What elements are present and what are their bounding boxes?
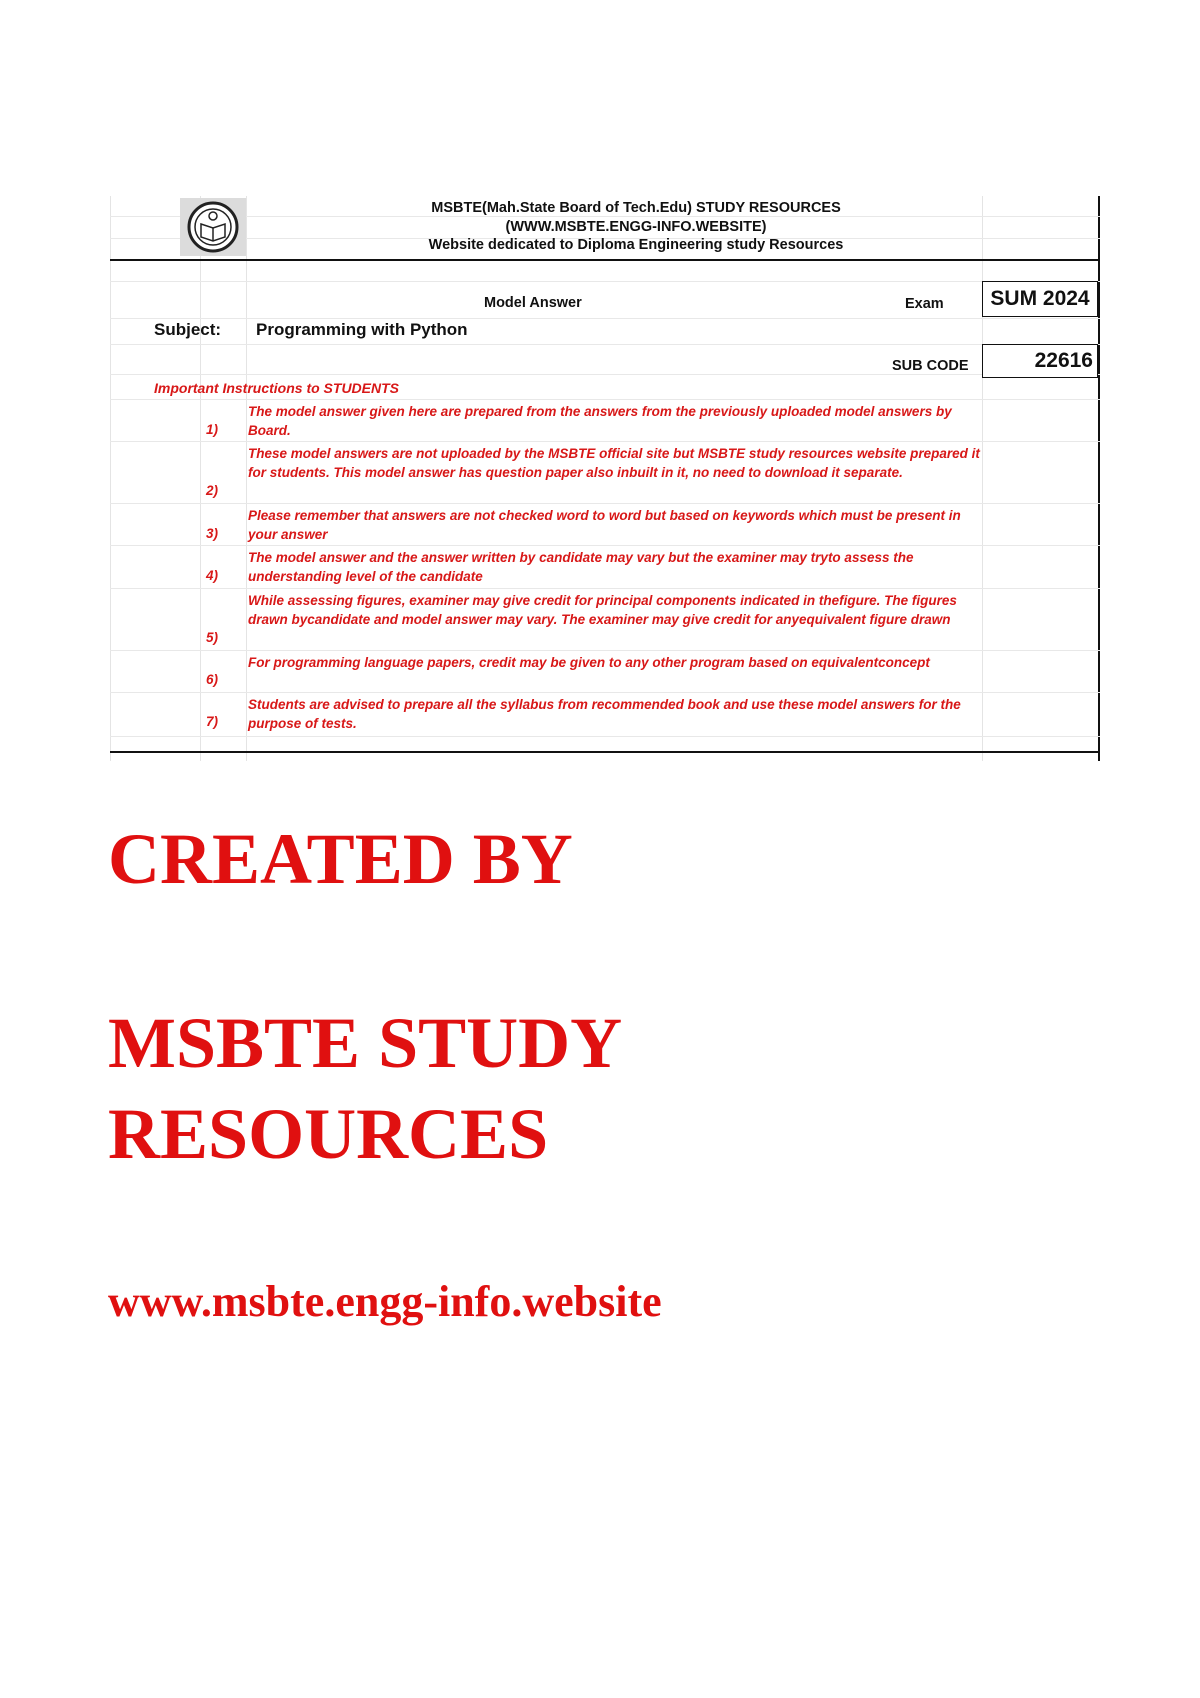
instruction-number: 1) (205, 422, 218, 437)
header-line-3: Website dedicated to Diploma Engineering study Resources (428, 237, 844, 253)
instruction-number: 6) (205, 672, 218, 687)
subcode-value (982, 344, 1098, 378)
subcode-number: 22616 (1034, 349, 1093, 372)
msbte-logo-icon (180, 198, 246, 256)
instruction-number: 4) (205, 568, 218, 583)
instruction-text: These model answers are not uploaded by the MSBTE official site but MSBTE study resources website prepared it for students. This model answer has question paper also inbuilt in it, no need to download it separate. (248, 446, 980, 480)
instructions-title: Important Instructions to STUDENTS (154, 380, 399, 396)
instruction-number: 3) (205, 526, 218, 541)
header-line-1: MSBTE(Mah.State Board of Tech.Edu) STUDY RESOURCES (431, 200, 841, 216)
instruction-text: For programming language papers, credit may be given to any other program based on equivalentconcept (248, 655, 930, 670)
instruction-number: 2) (205, 483, 218, 498)
instruction-text: While assessing figures, examiner may give credit for principal components indicated in thefigure. The figures drawn bycandidate and model answer may vary. The examiner may give credit for anyequivalent figure drawn (248, 593, 957, 627)
instruction-number: 7) (205, 714, 218, 729)
instruction-number: 5) (205, 630, 218, 645)
instruction-text: Students are advised to prepare all the syllabus from recommended book and use these model answers for the purpose of tests. (248, 697, 961, 731)
spreadsheet-header (110, 196, 1100, 761)
subcode-label: SUB CODE (892, 358, 969, 374)
exam-value: SUM 2024 (982, 281, 1098, 317)
brand-line-2: RESOURCES (108, 1094, 549, 1174)
exam-label: Exam (905, 296, 944, 312)
brand-line-1: MSBTE STUDY (108, 1003, 623, 1083)
instruction-text: Please remember that answers are not checked word to word but based on keywords which must be present in your answer (248, 508, 961, 542)
header-line-2: (WWW.MSBTE.ENGG-INFO.WEBSITE) (505, 219, 767, 235)
instruction-text: The model answer and the answer written by candidate may vary but the examiner may tryto assess the understanding level of the candidate (248, 550, 914, 584)
created-by-heading: CREATED BY (108, 819, 573, 899)
instruction-text: The model answer given here are prepared from the answers from the previously uploaded model answers by Board. (248, 404, 952, 438)
model-answer-label: Model Answer (484, 295, 582, 311)
website-link[interactable]: www.msbte.engg-info.website (108, 1277, 662, 1326)
subject-value: Programming with Python (256, 320, 468, 339)
subject-label: Subject: (154, 320, 222, 339)
